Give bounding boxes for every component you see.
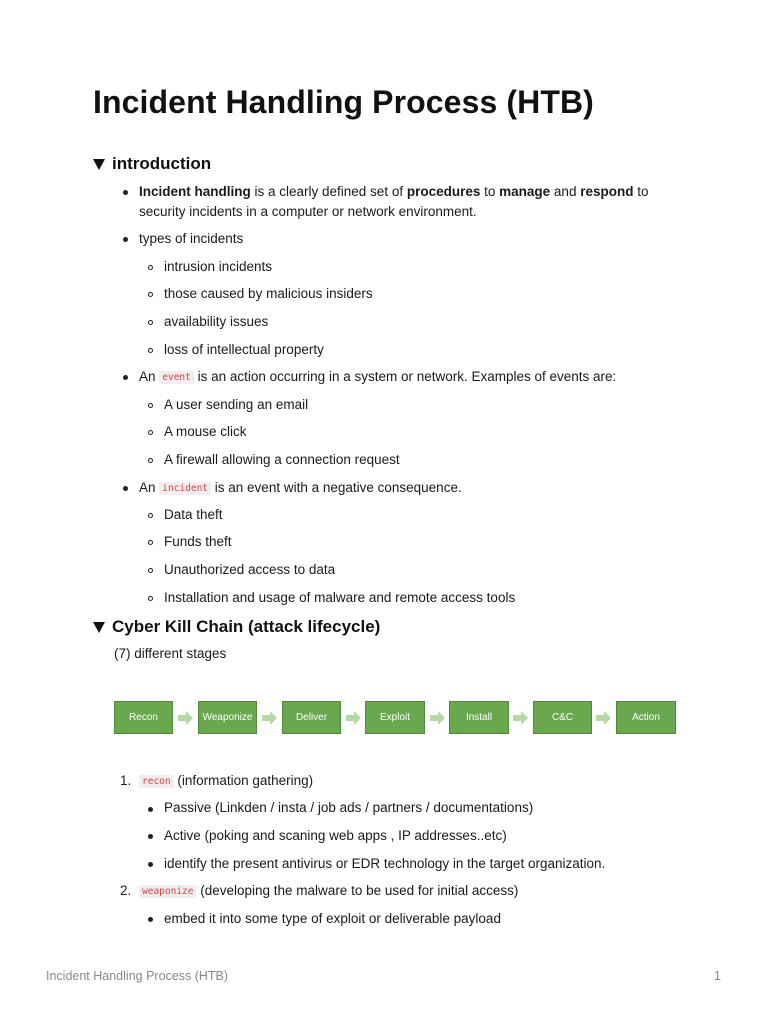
inline-code: recon [139, 775, 174, 788]
list-item: Passive (Linkden / insta / job ads / partners / documentations) [164, 800, 534, 815]
bullet [148, 807, 153, 812]
list-item: those caused by malicious insiders [164, 286, 373, 301]
list-item: intrusion incidents [164, 259, 273, 274]
text: (developing the malware to be used for initial access) [196, 883, 519, 898]
list-item: identify the present antivirus or EDR technology in the target organization. [164, 856, 606, 871]
inline-code: incident [159, 482, 211, 495]
text: An [139, 369, 160, 384]
sub-bullet [148, 292, 153, 297]
text: to [633, 184, 649, 199]
list-item [139, 478, 462, 499]
sub-bullet [148, 540, 153, 545]
section-killchain-heading[interactable] [93, 617, 380, 637]
list-item: availability issues [164, 314, 269, 329]
list-item: A user sending an email [164, 397, 309, 412]
list-item: Active (poking and scaning web apps , IP addresses..etc) [164, 828, 507, 843]
bullet [123, 486, 128, 491]
arrow-right-icon [596, 711, 611, 725]
list-item: Funds theft [164, 534, 232, 549]
list-item: A firewall allowing a connection request [164, 452, 400, 467]
bullet [123, 237, 128, 242]
list-item: A mouse click [164, 424, 247, 439]
sub-bullet [148, 513, 153, 518]
inline-code: weaponize [139, 885, 196, 898]
sub-bullet [148, 320, 153, 325]
stage-deliver: Deliver [282, 701, 341, 734]
bold-term: manage [499, 184, 551, 199]
section-introduction-heading[interactable] [93, 154, 211, 174]
kill-chain-diagram [114, 701, 676, 735]
list-item: Unauthorized access to data [164, 562, 336, 577]
list-item [139, 182, 648, 202]
list-item [139, 881, 518, 902]
arrow-right-icon [513, 711, 528, 725]
section-subtitle: (7) different stages [114, 646, 227, 661]
stage-recon: Recon [114, 701, 173, 734]
list-number: 1. [120, 773, 132, 788]
list-number: 2. [120, 883, 132, 898]
text: and [550, 184, 581, 199]
sub-bullet [148, 568, 153, 573]
sub-bullet [148, 458, 153, 463]
bold-term: Incident handling [139, 184, 251, 199]
sub-bullet [148, 596, 153, 601]
text: An [139, 480, 160, 495]
page-title: Incident Handling Process (HTB) [93, 84, 594, 120]
section-title: introduction [112, 154, 212, 173]
stage-install: Install [449, 701, 509, 734]
bold-term: procedures [406, 184, 481, 199]
collapse-triangle-icon[interactable] [93, 622, 105, 633]
page-number: 1 [714, 969, 721, 983]
bold-term: respond [580, 184, 634, 199]
text: is a clearly defined set of [250, 184, 407, 199]
inline-code: event [159, 371, 194, 384]
bullet [148, 917, 153, 922]
text: is an event with a negative consequence. [211, 480, 462, 495]
bullet [123, 190, 128, 195]
text: (information gathering) [173, 773, 314, 788]
bullet [123, 375, 128, 380]
list-item: embed it into some type of exploit or deliverable payload [164, 911, 501, 926]
bullet [148, 862, 153, 867]
arrow-right-icon [262, 711, 277, 725]
arrow-right-icon [178, 711, 193, 725]
list-item-continuation: security incidents in a computer or network environment. [139, 204, 477, 219]
stage-exploit: Exploit [365, 701, 425, 734]
stage-weaponize: Weaponize [198, 701, 257, 734]
collapse-triangle-icon[interactable] [93, 159, 105, 170]
stage-command-and-control: C&C [533, 701, 592, 734]
list-item [139, 367, 616, 388]
bullet [148, 834, 153, 839]
list-item: Installation and usage of malware and remote access tools [164, 590, 516, 605]
stage-action: Action [616, 701, 676, 734]
sub-bullet [148, 430, 153, 435]
sub-bullet [148, 265, 153, 270]
list-item [139, 771, 313, 792]
arrow-right-icon [430, 711, 445, 725]
list-item: loss of intellectual property [164, 342, 324, 357]
list-item: Data theft [164, 507, 223, 522]
text: to [480, 184, 500, 199]
footer-title: Incident Handling Process (HTB) [46, 969, 229, 983]
text: is an action occurring in a system or network. Examples of events are: [193, 369, 617, 384]
section-title: Cyber Kill Chain (attack lifecycle) [112, 617, 381, 636]
sub-bullet [148, 348, 153, 353]
list-item: types of incidents [139, 231, 244, 246]
sub-bullet [148, 403, 153, 408]
arrow-right-icon [346, 711, 361, 725]
